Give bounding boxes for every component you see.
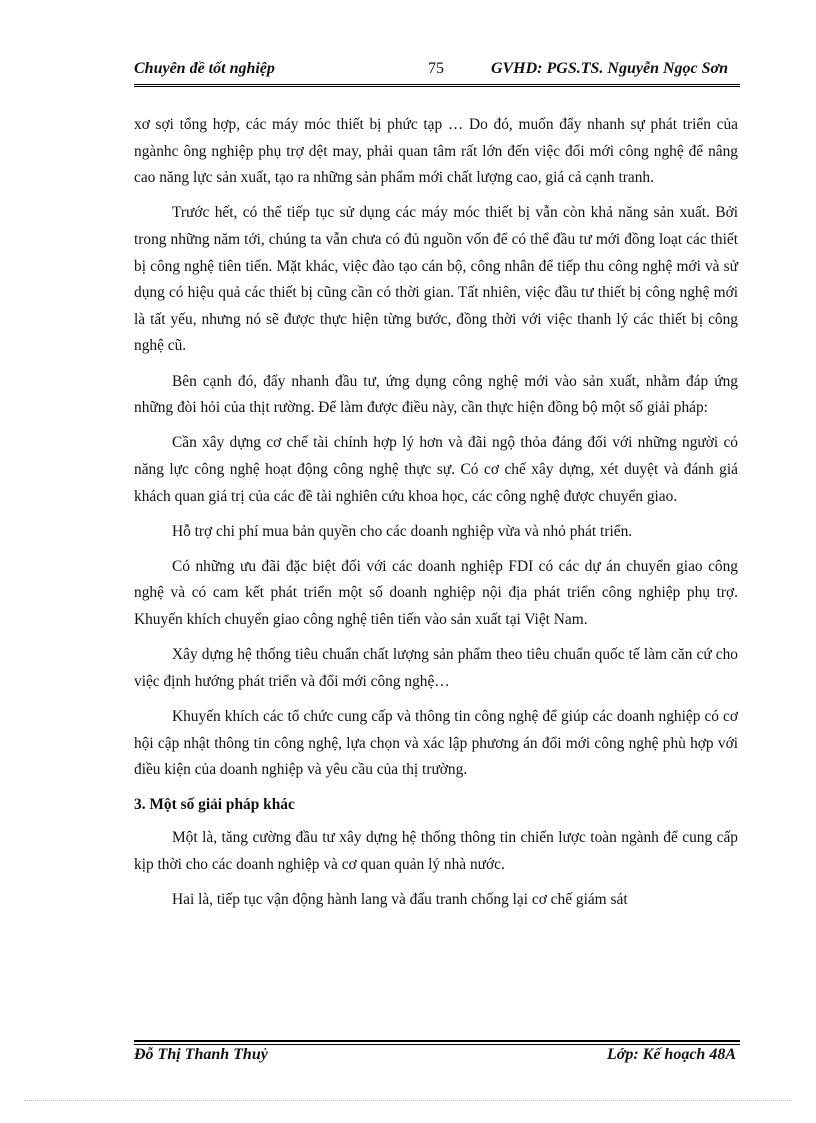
header-rule: [134, 84, 740, 87]
body-paragraph: Xây dựng hệ thống tiêu chuẩn chất lượng sản phẩm theo tiêu chuẩn quốc tế làm căn cứ cho việc định hướng phát triển và đổi mới công nghệ…: [134, 646, 738, 690]
section-heading: 3. Một số giải pháp khác: [134, 796, 295, 814]
body-paragraph: Có những ưu đãi đặc biệt đối với các doanh nghiệp FDI có các dự án chuyển giao công nghệ và có cam kết phát triển một số doanh nghiệp nội địa phát triển công nghiệp phụ trợ. Khuyến khích chuyển giao công nghệ tiên tiến vào sản xuất tại Việt Nam.: [134, 557, 738, 629]
page-footer: [134, 1046, 740, 1068]
body-paragraph: Bên cạnh đó, đẩy nhanh đầu tư, ứng dụng công nghệ mới vào sản xuất, nhằm đáp ứng những đòi hỏi của thịt rường. Để làm được điều này, cần thực hiện đồng bộ một số giải pháp:: [134, 372, 738, 417]
header-advisor: GVHD: PGS.TS. Nguyễn Ngọc Sơn: [490, 60, 728, 77]
page-header: [134, 60, 740, 84]
page-edge-divider: [24, 1100, 792, 1101]
body-paragraph: Hỗ trợ chi phí mua bản quyền cho các doanh nghiệp vừa và nhỏ phát triển.: [172, 522, 633, 540]
header-title: Chuyên đề tốt nghiệp: [134, 60, 275, 77]
footer-author: Đỗ Thị Thanh Thuỷ: [134, 1046, 268, 1063]
page-body: [134, 112, 738, 922]
body-paragraph: Hai là, tiếp tục vận động hành lang và đấu tranh chống lại cơ chế giám sát: [172, 890, 628, 908]
body-paragraph: xơ sợi tổng hợp, các máy móc thiết bị phức tạp … Do đó, muốn đẩy nhanh sự phát triển của ngànhc ông nghiệp phụ trợ dệt may, phải quan tâm rất lớn đến việc đổi mới công nghệ để nâng cao năng lực sản xuất, tạo ra những sản phẩm mới chất lượng cao, giá cả cạnh tranh.: [134, 116, 738, 187]
footer-rule-thin: [134, 1044, 740, 1045]
body-paragraph: Trước hết, có thể tiếp tục sử dụng các máy móc thiết bị vẫn còn khả năng sản xuất. Bởi trong những năm tới, chúng ta vẫn chưa có đủ nguồn vốn để có thể đầu tư mới đồng loạt các thiết bị công nghệ tiên tiến. Mặt khác, việc đào tạo cán bộ, công nhân để tiếp thu công nghệ mới và sử dụng có hiệu quả các thiết bị cũng cần có thời gian. Tất nhiên, việc đầu tư thiết bị công nghệ mới là tất yếu, nhưng nó sẽ được thực hiện từng bước, đồng thời với việc thanh lý các thiết bị công nghệ cũ.: [134, 204, 738, 355]
page-number: 75: [428, 60, 444, 77]
footer-class: Lớp: Kế hoạch 48A: [606, 1046, 736, 1063]
footer-rule: [134, 1040, 740, 1042]
body-paragraph: Khuyến khích các tổ chức cung cấp và thông tin công nghệ để giúp các doanh nghiệp có cơ hội cập nhật thông tin công nghệ, lựa chọn và xác lập phương án đổi mới công nghệ phù hợp với điều kiện của doanh nghiệp và yêu cầu của thị trường.: [134, 708, 738, 779]
body-paragraph: Cần xây dựng cơ chế tài chính hợp lý hơn và đãi ngộ thỏa đáng đối với những người có năng lực công nghệ hoạt động công nghệ thực sự. Có cơ chế xây dựng, xét duyệt và đánh giá khách quan giá trị của các đề tài nghiên cứu khoa học, các công nghệ được chuyển giao.: [134, 434, 738, 505]
body-paragraph: Một là, tăng cường đầu tư xây dựng hệ thống thông tin chiến lược toàn ngành để cung cấp kịp thời cho các doanh nghiệp và cơ quan quản lý nhà nước.: [134, 829, 738, 873]
